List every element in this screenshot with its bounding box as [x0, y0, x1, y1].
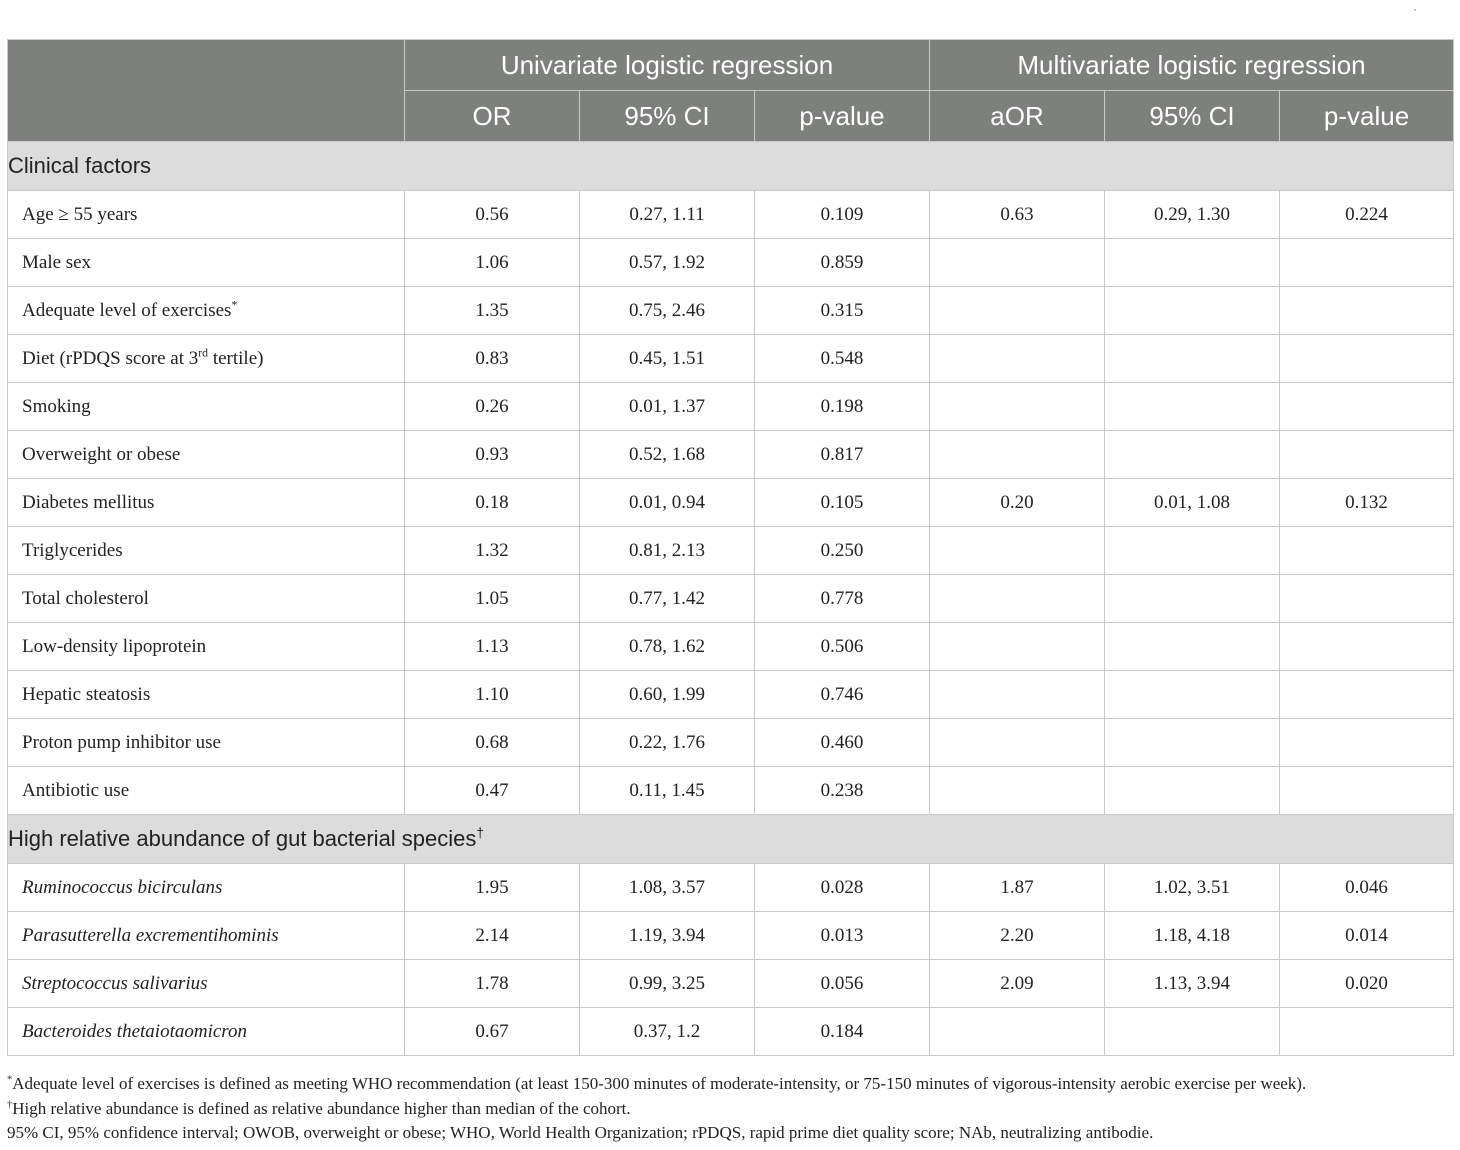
aor-cell — [930, 767, 1105, 815]
ci-cell: 0.78, 1.62 — [580, 623, 755, 671]
adjusted-ci-cell: 1.18, 4.18 — [1105, 912, 1280, 960]
or-cell: 0.67 — [405, 1008, 580, 1056]
adjusted-ci-cell: 1.13, 3.94 — [1105, 960, 1280, 1008]
p-value-cell: 0.778 — [755, 575, 930, 623]
or-cell: 1.13 — [405, 623, 580, 671]
regression-table — [7, 39, 1454, 1056]
row-label-text: Proton pump inhibitor use — [22, 731, 221, 753]
table-row — [8, 191, 1454, 239]
footnote-text: 95% CI, 95% confidence interval; OWOB, overweight or obese; WHO, World Health Organization; rPDQS, rapid prime diet quality score; NAb, neutralizing antibodie. — [7, 1123, 1154, 1142]
adjusted-p-value-cell — [1280, 623, 1454, 671]
aor-cell: 0.63 — [930, 191, 1105, 239]
adjusted-p-value-cell — [1280, 671, 1454, 719]
adjusted-p-value-cell — [1280, 287, 1454, 335]
or-cell: 1.35 — [405, 287, 580, 335]
adjusted-p-value-cell — [1280, 335, 1454, 383]
row-label — [8, 767, 405, 815]
row-label — [8, 383, 405, 431]
p-value-cell: 0.746 — [755, 671, 930, 719]
or-cell: 0.18 — [405, 479, 580, 527]
header-or: OR — [405, 91, 580, 142]
or-cell: 0.56 — [405, 191, 580, 239]
adjusted-ci-cell — [1105, 287, 1280, 335]
row-label — [8, 1008, 405, 1056]
adjusted-ci-cell — [1105, 575, 1280, 623]
or-cell: 1.05 — [405, 575, 580, 623]
footnote-mark: * — [7, 1074, 13, 1086]
row-label — [8, 431, 405, 479]
or-cell: 1.78 — [405, 960, 580, 1008]
aor-cell — [930, 287, 1105, 335]
footnote-text: High relative abundance is defined as relative abundance higher than median of the cohort. — [12, 1098, 631, 1118]
row-label-text: Diabetes mellitus — [22, 491, 155, 513]
row-label-text: Overweight or obese — [22, 443, 181, 465]
p-value-cell: 0.184 — [755, 1008, 930, 1056]
adjusted-p-value-cell — [1280, 383, 1454, 431]
section-title-footnote-mark: † — [476, 825, 484, 841]
adjusted-ci-cell — [1105, 335, 1280, 383]
row-label-suffix: tertile) — [208, 347, 264, 369]
row-label-text: Smoking — [22, 395, 91, 417]
adjusted-ci-cell — [1105, 1008, 1280, 1056]
aor-cell — [930, 239, 1105, 287]
adjusted-p-value-cell — [1280, 431, 1454, 479]
or-cell: 0.68 — [405, 719, 580, 767]
ci-cell: 0.22, 1.76 — [580, 719, 755, 767]
header-adjusted-p-value: p-value — [1280, 91, 1454, 142]
table-row — [8, 719, 1454, 767]
aor-cell — [930, 335, 1105, 383]
ci-cell: 1.19, 3.94 — [580, 912, 755, 960]
row-label — [8, 960, 405, 1008]
adjusted-p-value-cell: 0.132 — [1280, 479, 1454, 527]
table-row — [8, 335, 1454, 383]
or-cell: 1.10 — [405, 671, 580, 719]
row-label-text: Diet (rPDQS score at 3 — [22, 347, 199, 369]
aor-cell — [930, 383, 1105, 431]
row-label-text: Parasutterella excrementihominis — [22, 924, 279, 946]
row-label — [8, 191, 405, 239]
header-p-value: p-value — [755, 91, 930, 142]
table-row — [8, 1008, 1454, 1056]
aor-cell — [930, 527, 1105, 575]
table-row — [8, 864, 1454, 912]
header-adjusted-ci: 95% CI — [1105, 91, 1280, 142]
row-label-text: Age ≥ 55 years — [22, 203, 138, 225]
row-label — [8, 912, 405, 960]
ci-cell: 0.01, 0.94 — [580, 479, 755, 527]
aor-cell — [930, 575, 1105, 623]
row-label-text: Male sex — [22, 251, 92, 273]
p-value-cell: 0.028 — [755, 864, 930, 912]
table-row — [8, 623, 1454, 671]
corner-mark: · — [1413, 2, 1417, 16]
header-aor: aOR — [930, 91, 1105, 142]
p-value-cell: 0.013 — [755, 912, 930, 960]
aor-cell: 1.87 — [930, 864, 1105, 912]
row-label-superscript: * — [231, 298, 238, 312]
table-row — [8, 239, 1454, 287]
ci-cell: 0.27, 1.11 — [580, 191, 755, 239]
p-value-cell: 0.250 — [755, 527, 930, 575]
header-corner-cell — [8, 40, 405, 142]
row-label — [8, 239, 405, 287]
adjusted-ci-cell — [1105, 239, 1280, 287]
table-row — [8, 527, 1454, 575]
adjusted-ci-cell — [1105, 671, 1280, 719]
row-label-text: Adequate level of exercises — [22, 299, 232, 321]
header-ci: 95% CI — [580, 91, 755, 142]
header-group-row — [8, 40, 1454, 91]
ci-cell: 0.75, 2.46 — [580, 287, 755, 335]
table-row — [8, 767, 1454, 815]
footnote — [7, 1121, 1457, 1146]
p-value-cell: 0.238 — [755, 767, 930, 815]
footnote-mark: † — [7, 1098, 13, 1110]
row-label — [8, 719, 405, 767]
table-row — [8, 671, 1454, 719]
adjusted-ci-cell — [1105, 719, 1280, 767]
p-value-cell: 0.105 — [755, 479, 930, 527]
table-body — [8, 142, 1454, 1056]
adjusted-p-value-cell: 0.020 — [1280, 960, 1454, 1008]
section-title-text: Clinical factors — [8, 153, 152, 178]
adjusted-p-value-cell: 0.014 — [1280, 912, 1454, 960]
row-label — [8, 287, 405, 335]
row-label-text: Triglycerides — [22, 539, 123, 561]
section-title — [8, 815, 1454, 864]
aor-cell — [930, 719, 1105, 767]
or-cell: 0.26 — [405, 383, 580, 431]
header-multivariate: Multivariate logistic regression — [930, 40, 1454, 91]
or-cell: 0.83 — [405, 335, 580, 383]
row-label-text: Bacteroides thetaiotaomicron — [22, 1020, 247, 1042]
row-label-text: Total cholesterol — [22, 587, 149, 609]
or-cell: 1.95 — [405, 864, 580, 912]
adjusted-p-value-cell — [1280, 767, 1454, 815]
p-value-cell: 0.460 — [755, 719, 930, 767]
or-cell: 0.47 — [405, 767, 580, 815]
ci-cell: 0.99, 3.25 — [580, 960, 755, 1008]
row-label — [8, 527, 405, 575]
ci-cell: 0.37, 1.2 — [580, 1008, 755, 1056]
row-label — [8, 479, 405, 527]
section-title-text: High relative abundance of gut bacterial species — [8, 826, 477, 851]
table-row — [8, 431, 1454, 479]
row-label-text: Low-density lipoprotein — [22, 635, 207, 657]
row-label-text: Ruminococcus bicirculans — [22, 876, 223, 898]
or-cell: 2.14 — [405, 912, 580, 960]
table-row — [8, 479, 1454, 527]
p-value-cell: 0.198 — [755, 383, 930, 431]
row-label-text: Streptococcus salivarius — [22, 972, 208, 994]
adjusted-p-value-cell — [1280, 575, 1454, 623]
section-header-row — [8, 815, 1454, 864]
aor-cell — [930, 671, 1105, 719]
aor-cell — [930, 623, 1105, 671]
ci-cell: 0.52, 1.68 — [580, 431, 755, 479]
row-label — [8, 623, 405, 671]
adjusted-ci-cell — [1105, 383, 1280, 431]
p-value-cell: 0.859 — [755, 239, 930, 287]
adjusted-ci-cell — [1105, 767, 1280, 815]
ci-cell: 0.77, 1.42 — [580, 575, 755, 623]
table-row — [8, 287, 1454, 335]
or-cell: 1.06 — [405, 239, 580, 287]
footnote — [7, 1097, 1457, 1122]
row-label — [8, 864, 405, 912]
footnotes — [7, 1072, 1457, 1146]
ci-cell: 0.60, 1.99 — [580, 671, 755, 719]
p-value-cell: 0.109 — [755, 191, 930, 239]
or-cell: 1.32 — [405, 527, 580, 575]
aor-cell: 2.20 — [930, 912, 1105, 960]
adjusted-ci-cell — [1105, 623, 1280, 671]
p-value-cell: 0.056 — [755, 960, 930, 1008]
aor-cell: 0.20 — [930, 479, 1105, 527]
adjusted-p-value-cell: 0.046 — [1280, 864, 1454, 912]
section-title — [8, 142, 1454, 191]
p-value-cell: 0.817 — [755, 431, 930, 479]
p-value-cell: 0.548 — [755, 335, 930, 383]
aor-cell: 2.09 — [930, 960, 1105, 1008]
ci-cell: 0.01, 1.37 — [580, 383, 755, 431]
p-value-cell: 0.506 — [755, 623, 930, 671]
row-label — [8, 671, 405, 719]
footnote-text: Adequate level of exercises is defined as meeting WHO recommendation (at least 150-300 minutes of moderate-intensity, or 75-150 minutes of vigorous-intensity aerobic exercise per week). — [12, 1074, 1307, 1093]
ci-cell: 0.57, 1.92 — [580, 239, 755, 287]
ci-cell: 0.81, 2.13 — [580, 527, 755, 575]
adjusted-ci-cell: 0.01, 1.08 — [1105, 479, 1280, 527]
adjusted-ci-cell — [1105, 527, 1280, 575]
adjusted-ci-cell: 1.02, 3.51 — [1105, 864, 1280, 912]
row-label-superscript: rd — [198, 346, 209, 360]
adjusted-p-value-cell: 0.224 — [1280, 191, 1454, 239]
table-row — [8, 912, 1454, 960]
adjusted-p-value-cell — [1280, 719, 1454, 767]
adjusted-p-value-cell — [1280, 1008, 1454, 1056]
header-univariate: Univariate logistic regression — [405, 40, 930, 91]
adjusted-p-value-cell — [1280, 527, 1454, 575]
adjusted-ci-cell: 0.29, 1.30 — [1105, 191, 1280, 239]
table-row — [8, 383, 1454, 431]
footnote — [7, 1072, 1457, 1097]
aor-cell — [930, 1008, 1105, 1056]
ci-cell: 0.11, 1.45 — [580, 767, 755, 815]
section-header-row — [8, 142, 1454, 191]
table-row — [8, 575, 1454, 623]
row-label-text: Hepatic steatosis — [22, 683, 151, 705]
row-label — [8, 575, 405, 623]
adjusted-ci-cell — [1105, 431, 1280, 479]
ci-cell: 1.08, 3.57 — [580, 864, 755, 912]
aor-cell — [930, 431, 1105, 479]
adjusted-p-value-cell — [1280, 239, 1454, 287]
row-label-text: Antibiotic use — [22, 779, 130, 801]
or-cell: 0.93 — [405, 431, 580, 479]
p-value-cell: 0.315 — [755, 287, 930, 335]
table-row — [8, 960, 1454, 1008]
ci-cell: 0.45, 1.51 — [580, 335, 755, 383]
row-label — [8, 335, 405, 383]
